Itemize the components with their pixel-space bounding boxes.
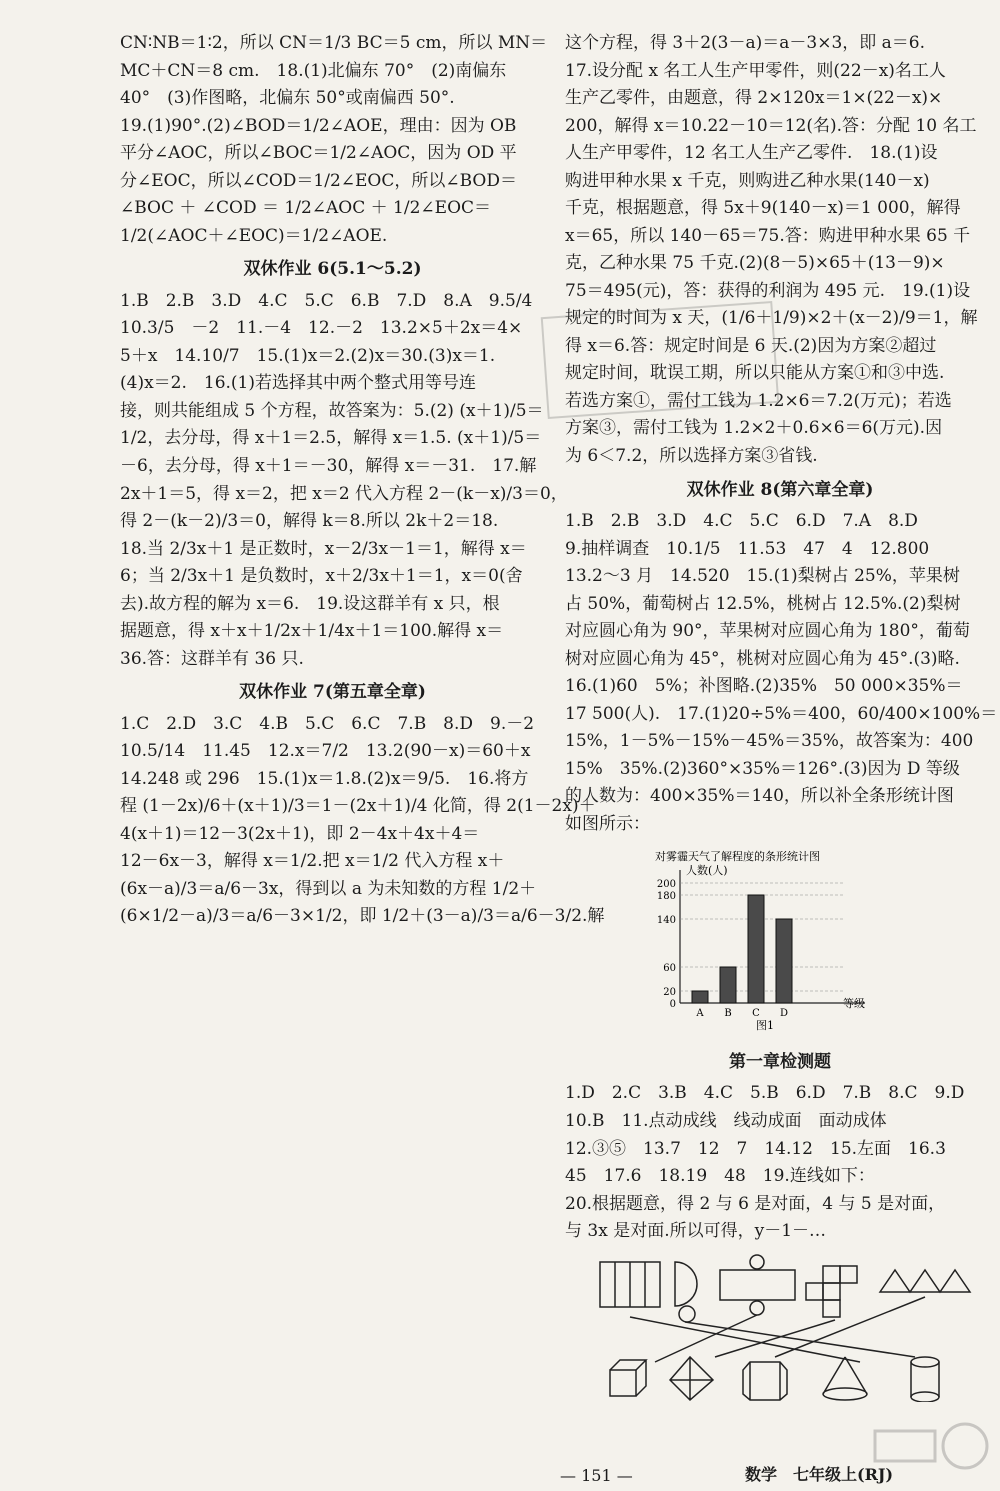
right-column <box>565 30 998 1411</box>
answer-line: 9.抽样调查 10.1/5 11.53 47 4 12.800 <box>565 538 930 559</box>
answer-line: 与 3x 是对面.所以可得，y－1－… <box>565 1221 827 1242</box>
x-tick-label: A <box>696 1008 704 1020</box>
bar-D <box>776 919 792 1003</box>
solids-matching-figure <box>595 1252 995 1412</box>
left-column <box>120 30 605 931</box>
answer-line: 克，乙种水果 75 千克.(2)(8－5)×65＋(13－9)× <box>565 253 945 274</box>
section-heading: 双休作业 7(第五章全章) <box>239 682 426 703</box>
answer-line: 4(x＋1)＝12－3(2x＋1)，即 2－4x＋4x＋4＝ <box>120 823 480 844</box>
answer-line: 得 x＝6.答：规定时间是 6 天.(2)因为方案②超过 <box>565 335 937 356</box>
net-prism <box>720 1255 795 1315</box>
answer-line: 得 2－(k－2)/3＝0，解得 k＝8.所以 2k＋2＝18. <box>120 511 499 532</box>
x-tick-label: D <box>779 1008 789 1020</box>
answer-line: －6，去分母，得 x＋1＝－30，解得 x＝－31. 17.解 <box>120 455 537 476</box>
answer-line: 75＝495(元)，答：获得的利润为 495 元. 19.(1)设 <box>565 280 971 301</box>
answer-line: (6x－a)/3＝a/6－3x，得到以 a 为未知数的方程 1/2＋ <box>120 878 537 899</box>
answer-line: 程 (1－2x)/6＋(x＋1)/3＝1－(2x＋1)/4 化简，得 2(1－2x)＋ <box>120 796 596 817</box>
answer-line: 10.3/5 －2 11.－4 12.－2 13.2×5＋2x＝4× <box>120 318 523 339</box>
figure-caption: 图1 <box>756 1019 774 1033</box>
y-axis-label: 人数(人) <box>686 864 728 878</box>
solid-cylinder <box>911 1357 939 1402</box>
answer-line: 为 6＜7.2，所以选择方案③省钱. <box>565 445 818 466</box>
net-cube <box>806 1266 857 1317</box>
section-heading: 双休作业 6(5.1～5.2) <box>243 259 422 280</box>
answer-line: 15%，1－5%－15%－45%＝35%，故答案为：400 <box>565 731 974 752</box>
net-pyramid <box>880 1270 970 1292</box>
answer-line: 据题意，得 x＋x＋1/2x＋1/4x＋1＝100.解得 x＝ <box>120 621 504 642</box>
answer-line: 19.(1)90°.(2)∠BOD＝1/2∠AOE，理由：因为 OB <box>120 115 517 136</box>
answer-line: 6；当 2/3x＋1 是负数时，x＋2/3x＋1＝1，x＝0(舍 <box>120 566 523 587</box>
answer-line: 这个方程，得 3＋2(3－a)＝a－3×3，即 a＝6. <box>565 33 926 53</box>
answer-line: 14.248 或 296 15.(1)x＝1.8.(2)x＝9/5. 16.将方 <box>120 768 529 789</box>
right-column-top-text <box>565 30 998 838</box>
answer-line: 17 500(人). 17.(1)20÷5%＝400，60/400×100%＝ <box>565 703 998 724</box>
answer-line: 1.D 2.C 3.B 4.C 5.B 6.D 7.B 8.C 9.D <box>565 1083 965 1104</box>
answer-line: 36.答：这群羊有 36 只. <box>120 648 304 669</box>
answer-line: 千克，根据题意，得 5x＋9(140－x)＝1 000，解得 <box>565 198 961 219</box>
solid-octahedron <box>670 1357 713 1400</box>
answer-line: 人生产甲零件，12 名工人生产乙零件. 18.(1)设 <box>565 143 938 164</box>
net-cone <box>675 1262 697 1322</box>
answer-line: MC＋CN＝8 cm. 18.(1)北偏东 70° (2)南偏东 <box>120 60 507 81</box>
answer-line: 平分∠AOC，所以∠BOC＝1/2∠AOC，因为 OD 平 <box>120 143 517 164</box>
chart-title: 对雾霾天气了解程度的条形统计图 <box>655 850 820 864</box>
answer-line: 的人数为：400×35%＝140，所以补全条形统计图 <box>565 786 954 807</box>
solid-cone <box>823 1357 867 1400</box>
answer-line: 12.③⑤ 13.7 12 7 14.12 15.左面 16.3 <box>565 1138 946 1159</box>
answer-line: 方案③，需付工钱为 1.2×2＋0.6×6＝6(万元).因 <box>565 418 943 439</box>
answer-line: 树对应圆心角为 45°，桃树对应圆心角为 45°.(3)略. <box>565 648 960 669</box>
answer-line: 200，解得 x＝10.22－10＝12(名).答：分配 10 名工 <box>565 115 977 136</box>
subject-label: 数学 七年级上(RJ) <box>745 1465 894 1484</box>
bar-A <box>692 991 708 1003</box>
answer-line: 1.B 2.B 3.D 4.C 5.C 6.B 7.D 8.A 9.5/4 <box>120 290 533 311</box>
answer-line: 12－6x－3，解得 x＝1/2.把 x＝1/2 代入方程 x＋ <box>120 851 505 872</box>
y-tick-label: 200 <box>656 879 676 891</box>
answer-line: 规定时间，耽误工期，所以只能从方案①和③中选. <box>565 363 945 384</box>
answer-line: 1/2，去分母，得 x＋1＝2.5，解得 x＝1.5. (x＋1)/5＝ <box>120 428 542 449</box>
answer-line: 占 50%，葡萄树占 12.5%，桃树占 12.5%.(2)梨树 <box>565 593 961 614</box>
answer-line: 40° (3)作图略，北偏东 50°或南偏西 50°. <box>120 88 455 109</box>
bar-B <box>720 967 736 1003</box>
answer-line: 16.(1)60 5%；补图略.(2)35% 50 000×35%＝ <box>565 676 963 697</box>
answer-line: CN∶NB＝1∶2，所以 CN＝1/3 BC＝5 cm，所以 MN＝ <box>120 33 548 53</box>
y-tick-label: 20 <box>663 987 676 999</box>
watermark-stamp <box>540 300 780 420</box>
answer-line: 20.根据题意，得 2 与 6 是对面，4 与 5 是对面， <box>565 1193 946 1214</box>
answer-line: 生产乙零件，由题意，得 2×120x＝1×(22－x)× <box>565 88 943 109</box>
answer-line: x＝65，所以 140－65＝75.答：购进甲种水果 65 千 <box>565 225 971 246</box>
y-tick-label: 60 <box>663 963 676 975</box>
answer-line: 45 17.6 18.19 48 19.连线如下： <box>565 1166 875 1187</box>
answer-line: 去).故方程的解为 x＝6. 19.设这群羊有 x 只，根 <box>120 593 500 614</box>
net-cylinder <box>600 1262 660 1307</box>
y-tick-label: 140 <box>656 915 676 927</box>
bar-C <box>748 895 764 1003</box>
answer-line: 17.设分配 x 名工人生产甲零件，则(22－x)名工人 <box>565 60 946 81</box>
answer-line: 分∠EOC，所以∠COD＝1/2∠EOC，所以∠BOD＝ <box>120 170 517 191</box>
answer-line: ∠BOC ＋ ∠COD ＝ 1/2∠AOC ＋ 1/2∠EOC＝ <box>120 198 492 219</box>
answer-line: 接，则共能组成 5 个方程，故答案为：5.(2) (x＋1)/5＝ <box>120 400 544 421</box>
answer-line: 规定的时间为 x 天，(1/6＋1/9)×2＋(x－2)/9＝1，解 <box>565 308 978 329</box>
answer-line: 15% 35%.(2)360°×35%＝126°.(3)因为 D 等级 <box>565 758 960 779</box>
right-column-bottom-text <box>565 1049 995 1246</box>
answer-line: 18.当 2/3x＋1 是正数时，x－2/3x－1＝1，解得 x＝ <box>120 538 527 559</box>
answer-line: 1.C 2.D 3.C 4.B 5.C 6.C 7.B 8.D 9.－2 <box>120 713 535 734</box>
page-number: — 151 — <box>560 1466 633 1485</box>
answer-line: 10.5/14 11.45 12.x＝7/2 13.2(90－x)＝60＋x <box>120 741 531 762</box>
section-heading: 第一章检测题 <box>729 1051 831 1072</box>
bar-chart-svg <box>635 848 895 1033</box>
answer-line: 13.2～3 月 14.520 15.(1)梨树占 25%，苹果树 <box>565 566 960 587</box>
solid-cube <box>610 1360 646 1396</box>
section-heading: 双休作业 8(第六章全章) <box>686 479 874 500</box>
x-axis-label: 等级 <box>843 997 865 1011</box>
answer-line: (6×1/2－a)/3＝a/6－3×1/2，即 1/2＋(3－a)/3＝a/6－3/2.解 <box>120 906 605 927</box>
answer-line: 若选方案①，需付工钱为 1.2×6＝7.2(万元)；若选 <box>565 390 952 411</box>
answer-line: 2x＋1＝5，得 x＝2，把 x＝2 代入方程 2－(k－x)/3＝0， <box>120 483 568 504</box>
answer-line: 购进甲种水果 x 千克，则购进乙种水果(140－x) <box>565 170 930 191</box>
x-tick-label: C <box>752 1008 760 1020</box>
answer-line: 如图所示： <box>565 813 650 834</box>
y-tick-label: 180 <box>656 891 676 903</box>
answer-line: 对应圆心角为 90°，苹果树对应圆心角为 180°，葡萄 <box>565 621 970 642</box>
x-tick-label: B <box>724 1008 732 1020</box>
y-tick-label: 0 <box>669 999 676 1011</box>
bar-chart <box>635 848 995 1043</box>
answer-line: 1.B 2.B 3.D 4.C 5.C 6.D 7.A 8.D <box>565 511 918 532</box>
solid-hexagonal-prism <box>743 1362 787 1400</box>
answer-line: 10.B 11.点动成线 线动成面 面动成体 <box>565 1111 887 1131</box>
answer-line: (4)x＝2. 16.(1)若选择其中两个整式用等号连 <box>120 373 477 394</box>
answer-line: 1/2(∠AOC＋∠EOC)＝1/2∠AOE. <box>120 225 388 246</box>
answer-line: 5＋x 14.10/7 15.(1)x＝2.(2)x＝30.(3)x＝1. <box>120 345 496 366</box>
